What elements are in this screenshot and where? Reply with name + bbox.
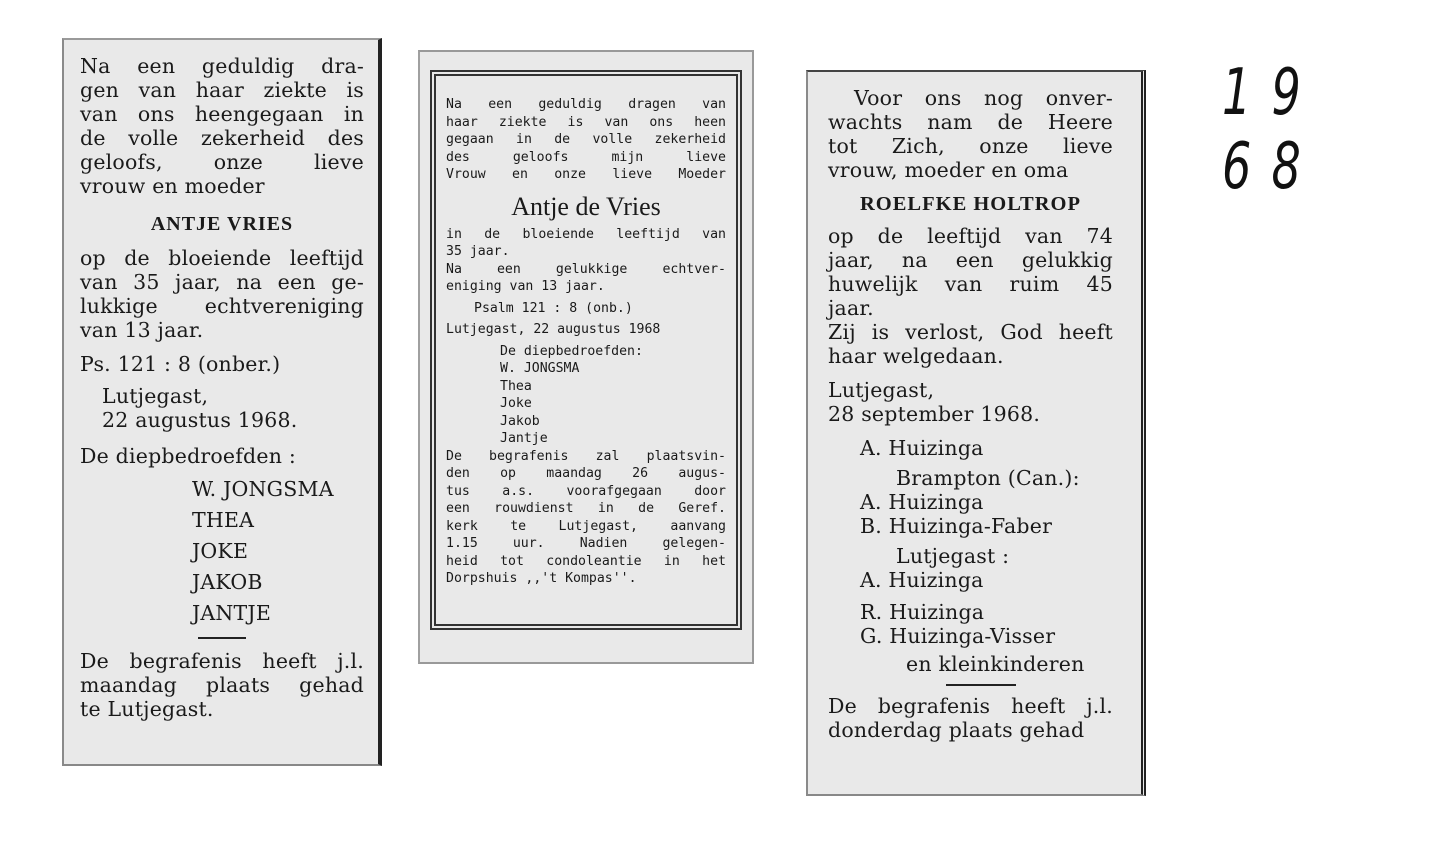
- clipping-antje-vries-1: [62, 38, 382, 766]
- mourners-list: [80, 474, 364, 629]
- list-item: Thea: [500, 378, 532, 394]
- psalm-reference: Ps. 121 : 8 (onber.): [80, 352, 281, 376]
- place-date: Lutjegast, 22 augustus 1968.: [102, 384, 298, 432]
- divider: [946, 684, 1016, 686]
- place-date: Lutjegast, 28 september 1968.: [828, 378, 1041, 426]
- family-list: [828, 436, 1113, 676]
- list-item: Jakob: [500, 413, 540, 429]
- place-date: Lutjegast, 22 augustus 1968: [446, 322, 661, 337]
- grandchildren: en kleinkinderen: [906, 652, 1085, 676]
- funeral-text: De begrafenis zal plaatsvin- den op maandag 26 augus- tus a.s. voorafgegaan door een rouwdienst in de Geref. kerk te Lutjegast, aanvang 1.15 uur. Nadien gelegen- heid tot condoleantie in het Dorpshuis ,,'t Kompas''.: [446, 448, 726, 586]
- verse-text: Zij is verlost, God heeft haar welgedaan.: [828, 320, 1113, 368]
- list-item: R. Huizinga: [860, 600, 985, 624]
- brampton-label: Brampton (Can.):: [896, 466, 1080, 490]
- clipping-roelfke-holtrop: [806, 70, 1146, 796]
- list-item: Joke: [500, 396, 532, 411]
- psalm-reference: Psalm 121 : 8 (onb.): [474, 300, 633, 316]
- mourners-label: De diepbedroefden :: [80, 444, 296, 468]
- deceased-name: ROELFKE HOLTROP: [860, 193, 1081, 215]
- list-item: B. Huizinga-Faber: [860, 514, 1053, 538]
- intro-text: Voor ons nog onver- wachts nam de Heere tot Zich, onze lieve vrouw, moeder en oma: [828, 86, 1113, 182]
- deceased-name: Antje de Vries: [511, 191, 661, 221]
- intro-text: Na een geduldig dra- gen van haar ziekte is van ons heengegaan in de volle zekerheid des geloofs, onze lieve vrouw en moeder: [80, 54, 364, 198]
- clipping-antje-de-vries: [418, 50, 754, 664]
- intro-text: Na een geduldig dragen van haar ziekte is van ons heen gegaan in de volle zekerheid des geloofs mijn lieve Vrouw en onze lieve Moeder: [446, 97, 726, 182]
- list-item: Jantje: [500, 431, 548, 446]
- list-item: A. Huizinga: [860, 490, 984, 514]
- age-text: op de bloeiende leeftijd van 35 jaar, na een ge- lukkige echtvereniging van 13 jaar.: [80, 246, 364, 342]
- list-item: W. JONGSMA: [192, 477, 334, 501]
- list-item: G. Huizinga-Visser: [860, 624, 1056, 648]
- age-text: op de leeftijd van 74 jaar, na een gelukkig huwelijk van ruim 45 jaar.: [828, 224, 1113, 320]
- age-text: in de bloeiende leeftijd van 35 jaar.: [446, 226, 726, 259]
- marriage-text: Na een gelukkige echtver- eniging van 13 jaar.: [446, 261, 726, 294]
- divider: [198, 637, 246, 639]
- list-item: A. Huizinga: [860, 436, 984, 460]
- mourners-label: De diepbedroefden:: [500, 343, 643, 359]
- funeral-text: De begrafenis heeft j.l. donderdag plaats gehad: [828, 694, 1113, 742]
- deceased-name: ANTJE VRIES: [150, 213, 294, 235]
- list-item: JOKE: [192, 539, 249, 563]
- list-item: THEA: [192, 508, 255, 532]
- handwritten-year: 19 68: [1222, 56, 1321, 204]
- mourning-border: [430, 70, 742, 630]
- list-item: JANTJE: [192, 601, 272, 625]
- mourners-list: [446, 343, 726, 448]
- list-item: JAKOB: [192, 570, 263, 594]
- lutjegast-label: Lutjegast :: [896, 544, 1010, 568]
- list-item: W. JONGSMA: [500, 361, 580, 376]
- funeral-text: De begrafenis heeft j.l. maandag plaats gehad te Lutjegast.: [80, 649, 364, 721]
- list-item: A. Huizinga: [860, 568, 984, 592]
